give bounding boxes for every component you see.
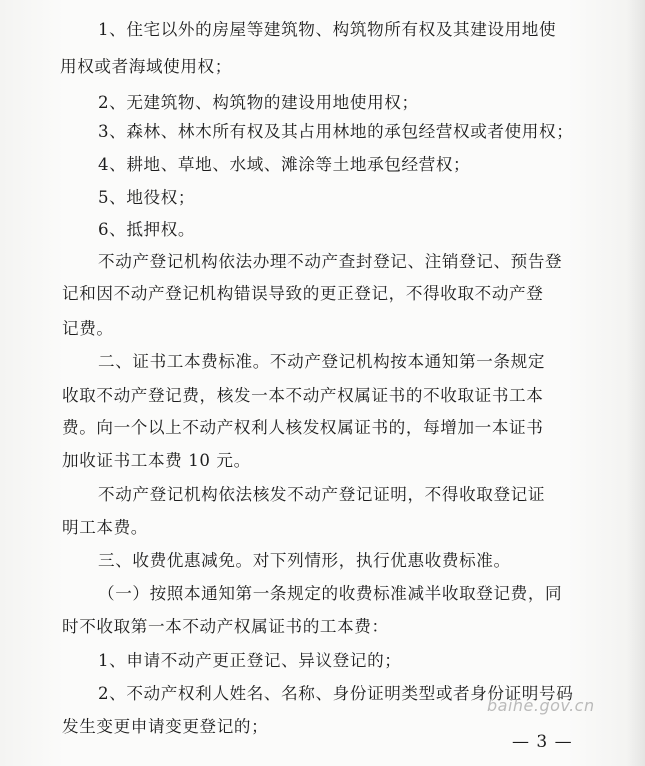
page-edge-shadow <box>627 0 645 766</box>
site-watermark: baihe.gov.cn <box>487 696 595 715</box>
text-line: 2、无建筑物、构筑物的建设用地使用权； <box>98 93 419 112</box>
text-line: 记和因不动产登记机构错误导致的更正登记，不得收取不动产登 <box>62 284 544 303</box>
text-line: 不动产登记机构依法办理不动产查封登记、注销登记、预告登 <box>98 252 563 271</box>
text-line: 5、地役权； <box>98 188 196 207</box>
text-line: 三、收费优惠减免。对下列情形，执行优惠收费标准。 <box>98 551 511 570</box>
text-line: 4、耕地、草地、水域、滩涂等土地承包经营权； <box>98 155 471 174</box>
text-line: 1、住宅以外的房屋等建筑物、构筑物所有权及其建设用地使 <box>98 20 557 39</box>
page-number: — 3 — <box>512 732 573 752</box>
text-line: 加收证书工本费 10 元。 <box>62 451 251 470</box>
text-line: 收取不动产登记费，核发一本不动产权属证书的不收取证书工本 <box>62 386 544 405</box>
text-line: 发生变更申请变更登记的； <box>62 717 269 736</box>
text-line: 2、不动产权利人姓名、名称、身份证明类型或者身份证明号码 <box>98 684 574 703</box>
text-line: 时不收取第一本不动产权属证书的工本费： <box>62 617 389 636</box>
text-line: 二、证书工本费标准。不动产登记机构按本通知第一条规定 <box>98 352 546 371</box>
text-line: （一）按照本通知第一条规定的收费标准减半收取登记费，同 <box>98 584 563 603</box>
text-line: 3、森林、林木所有权及其占用林地的承包经营权或者使用权； <box>98 122 574 141</box>
text-line: 不动产登记机构依法核发不动产登记证明，不得收取登记证 <box>98 485 546 504</box>
text-line: 用权或者海域使用权； <box>60 57 232 76</box>
text-line: 记费。 <box>62 319 114 338</box>
text-line: 1、申请不动产更正登记、异议登记的； <box>98 651 402 670</box>
text-line: 费。向一个以上不动产权利人核发权属证书的，每增加一本证书 <box>62 418 544 437</box>
text-line: 6、抵押权。 <box>98 220 196 239</box>
text-line: 明工本费。 <box>62 518 148 537</box>
